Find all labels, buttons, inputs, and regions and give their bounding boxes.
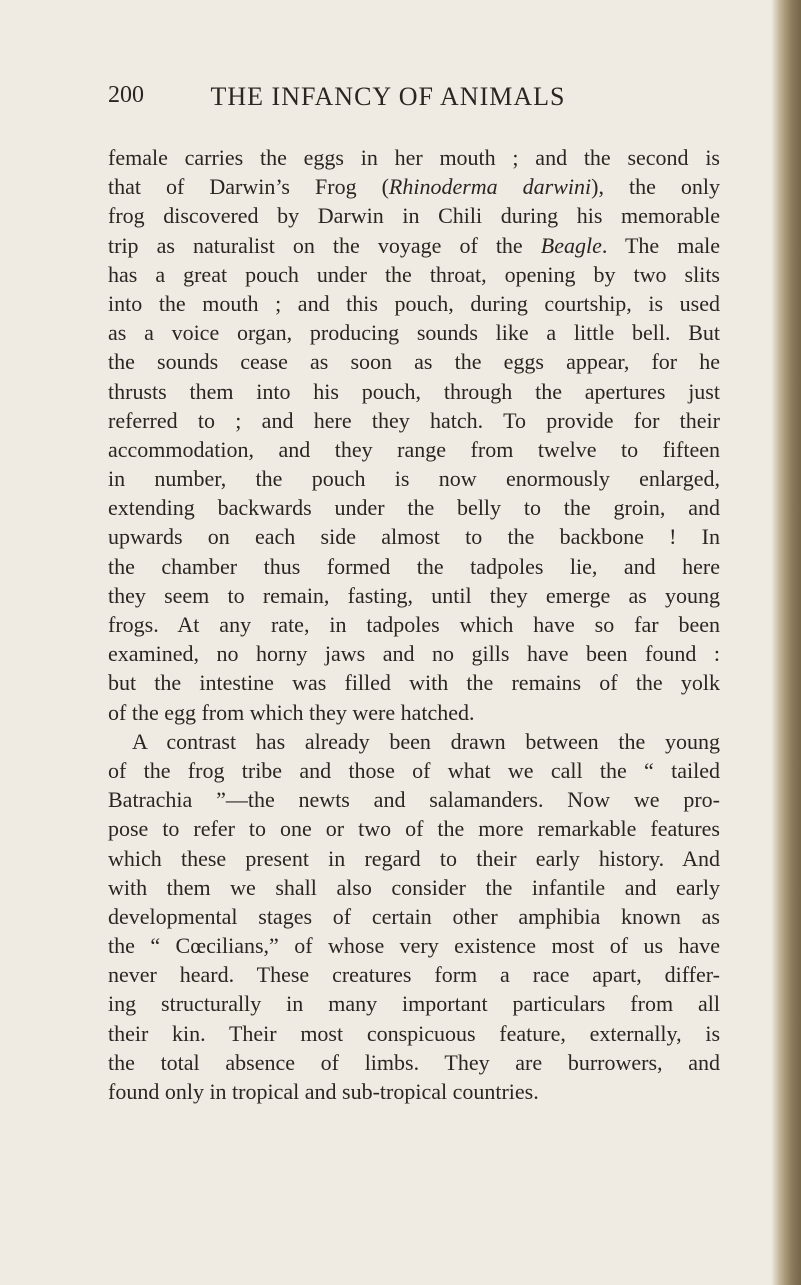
text-segment: the “ Cœcilians,” of whose very existence most of us have bbox=[108, 933, 720, 959]
text-line bbox=[108, 931, 720, 960]
page-edge-shadow bbox=[771, 0, 801, 1285]
text-line bbox=[108, 406, 720, 435]
text-line bbox=[108, 785, 720, 814]
text-line bbox=[108, 260, 720, 289]
text-segment: into the mouth ; and this pouch, during courtship, is used bbox=[108, 290, 720, 316]
text-segment: the total absence of limbs. They are burrowers, and bbox=[108, 1049, 720, 1075]
text-segment: accommodation, and they range from twelve to fifteen bbox=[108, 436, 720, 462]
text-segment: frog discovered by Darwin in Chili during his memorable bbox=[108, 203, 720, 229]
text-line bbox=[108, 143, 720, 172]
text-line bbox=[108, 1048, 720, 1077]
text-line bbox=[108, 610, 720, 639]
text-segment: but the intestine was filled with the remains of the yolk bbox=[108, 670, 720, 696]
text-line bbox=[108, 435, 720, 464]
text-segment: . The male bbox=[601, 232, 721, 258]
page-number: 200 bbox=[108, 82, 144, 108]
text-segment: upwards on each side almost to the backbone ! In bbox=[108, 524, 720, 550]
text-segment: in number, the pouch is now enormously enlarged, bbox=[108, 466, 720, 492]
text-line bbox=[108, 231, 720, 260]
text-segment: female carries the eggs in her mouth ; and the second is bbox=[108, 145, 720, 170]
text-segment: never heard. These creatures form a race apart, differ- bbox=[108, 962, 720, 988]
text-line bbox=[108, 493, 720, 522]
text-line bbox=[108, 873, 720, 902]
text-line bbox=[108, 1019, 720, 1048]
text-line bbox=[108, 814, 720, 843]
text-segment: the chamber thus formed the tadpoles lie, and here bbox=[108, 553, 720, 579]
text-segment: extending backwards under the belly to the groin, and bbox=[108, 495, 720, 521]
text-segment: with them we shall also consider the infantile and early bbox=[108, 874, 720, 900]
text-segment: referred to ; and here they hatch. To provide for their bbox=[108, 407, 720, 433]
page-header bbox=[108, 82, 668, 122]
text-segment: examined, no horny jaws and no gills have been found : bbox=[108, 641, 720, 667]
text-line bbox=[108, 552, 720, 581]
text-segment: of the frog tribe and those of what we call the “ tailed bbox=[108, 757, 720, 783]
italic-text-segment: Beagle bbox=[540, 232, 602, 258]
text-line bbox=[108, 581, 720, 610]
text-segment: their kin. Their most conspicuous feature, externally, is bbox=[108, 1020, 720, 1046]
text-line bbox=[108, 522, 720, 551]
text-segment: thrusts them into his pouch, through the apertures just bbox=[108, 378, 720, 404]
text-segment: A contrast has already been drawn between the young bbox=[132, 728, 720, 754]
text-line bbox=[108, 347, 720, 376]
text-segment: ing structurally in many important particulars from all bbox=[108, 991, 720, 1017]
text-line bbox=[108, 989, 720, 1018]
text-line bbox=[108, 318, 720, 347]
text-line bbox=[108, 377, 720, 406]
text-line bbox=[108, 756, 720, 785]
text-segment: pose to refer to one or two of the more remarkable features bbox=[108, 816, 720, 842]
text-segment: has a great pouch under the throat, opening by two slits bbox=[108, 261, 720, 287]
text-segment: developmental stages of certain other amphibia known as bbox=[108, 903, 720, 929]
text-segment: ), the only bbox=[591, 174, 720, 200]
text-line bbox=[108, 1077, 720, 1106]
text-segment: they seem to remain, fasting, until they emerge as young bbox=[108, 582, 720, 608]
text-segment: the sounds cease as soon as the eggs appear, for he bbox=[108, 349, 720, 375]
running-title: THE INFANCY OF ANIMALS bbox=[210, 82, 566, 111]
text-segment: that of Darwin’s Frog ( bbox=[108, 174, 389, 200]
text-line bbox=[108, 902, 720, 931]
text-line bbox=[108, 464, 720, 493]
text-segment: trip as naturalist on the voyage of the bbox=[108, 232, 541, 258]
text-line bbox=[108, 698, 720, 727]
text-line bbox=[108, 668, 720, 697]
text-line bbox=[108, 639, 720, 668]
text-segment: of the egg from which they were hatched. bbox=[108, 699, 475, 725]
italic-text-segment: Rhinoderma darwini bbox=[388, 174, 592, 200]
text-segment: found only in tropical and sub-tropical countries. bbox=[108, 1079, 539, 1104]
text-line bbox=[108, 960, 720, 989]
text-line bbox=[108, 844, 720, 873]
text-line bbox=[108, 727, 720, 756]
body-text bbox=[108, 143, 720, 1106]
text-segment: as a voice organ, producing sounds like a little bell. But bbox=[108, 320, 720, 346]
text-segment: frogs. At any rate, in tadpoles which have so far been bbox=[108, 612, 720, 637]
text-segment: Batrachia ”—the newts and salamanders. Now we pro- bbox=[108, 787, 720, 813]
text-line bbox=[108, 289, 720, 318]
text-segment: which these present in regard to their early history. And bbox=[108, 845, 720, 871]
text-line bbox=[108, 172, 720, 201]
text-line bbox=[108, 201, 720, 230]
